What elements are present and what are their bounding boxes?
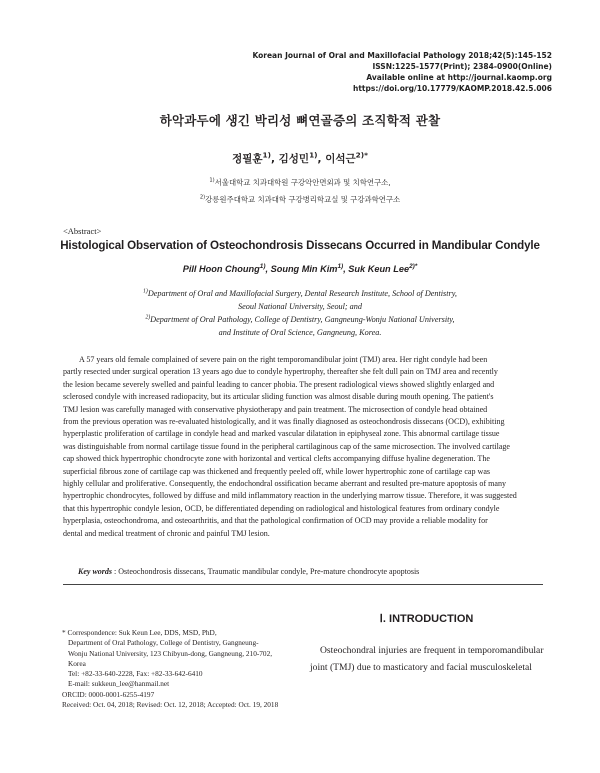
affiliation-text: 강릉원주대학교 치과대학 구강병리학교실 및 구강과학연구소	[205, 195, 401, 204]
abstract-line: sclerosed condyle with increased radiopacity, but its articular sliding function was almost disable during mouth opening. The patient's	[63, 392, 494, 402]
abstract-line: partly resected under surgical operation 13 years ago due to condyle hypertrophy, thereafter she felt dull pain on TMJ area and recently	[63, 367, 498, 377]
journal-doi[interactable]: https://doi.org/10.17779/KAOMP.2018.42.5.006	[353, 84, 552, 93]
affiliation-text: and Institute of Oral Science, Gangneung, Korea.	[218, 328, 382, 337]
author-3-affiliation-mark: 2)*	[355, 150, 368, 160]
abstract-line: TMJ lesion was carefully managed with conservative physiotherapy and pain treatment. The microsection of condyle head obtained	[63, 404, 488, 414]
abstract-line: A 57 years old female complained of severe pain on the right temporomandibular joint (TMJ) area. Her right condyle had been	[79, 355, 488, 364]
abstract-line: highly cellular and proliferative. Consequently, the endochondral ossification became aberrant and resulted pre-mature apoptosis of many	[63, 479, 507, 489]
author-2-affiliation-mark: 1)	[309, 150, 318, 160]
author-separator: ,	[317, 153, 326, 165]
affiliation-mark: 1)	[143, 288, 148, 295]
introduction-line: joint (TMJ) due to masticatory and facial musculoskeletal	[310, 662, 532, 673]
keywords-label: Key words	[78, 567, 112, 576]
english-affiliations	[0, 287, 600, 339]
abstract-label: <Abstract>	[63, 226, 102, 236]
journal-availability: Available online at http://journal.kaomp.org	[366, 73, 552, 82]
abstract-line: dental and medical treatment of chronic and painful TMJ lesion.	[63, 528, 270, 538]
section-divider	[63, 584, 543, 585]
abstract-line: cap showed thick hypertrophic chondrocyte zone with horizontal and vertical clefts accompanying diffuse hyaline degeneration. The	[63, 454, 490, 464]
abstract-line: hypertrophic chondrocytes, followed by diffuse and mild inflammatory reaction in the underlying marrow tissue. Therefore, it was suggested	[63, 491, 517, 501]
affiliation-text: Department of Oral and Maxillofacial Surgery, Dental Research Institute, School of Dentistry,	[147, 289, 457, 298]
correspondence-email[interactable]: E-mail: sukkeun_lee@hanmail.net	[68, 679, 170, 689]
author-1-affiliation-mark: 1)	[262, 150, 271, 160]
korean-affiliation-1	[0, 177, 600, 188]
received-dates: Received: Oct. 04, 2018; Revised: Oct. 12, 2018; Accepted: Oct. 19, 2018	[62, 700, 279, 710]
english-affiliation-line	[0, 313, 600, 326]
korean-author-1: 정필훈	[232, 153, 263, 165]
orcid: ORCID: 0000-0001-6255-4197	[62, 689, 155, 699]
english-author-3: Suk Keun Lee	[348, 264, 410, 274]
english-authors	[0, 264, 600, 274]
korean-author-3: 이석근	[325, 153, 356, 165]
korean-affiliation-2	[0, 194, 600, 205]
author-1-affiliation-mark: 1)	[259, 262, 266, 270]
english-affiliation-line	[0, 326, 600, 339]
affiliation-text: Seoul National University, Seoul; and	[238, 302, 362, 311]
keywords-text: Osteochondrosis dissecans, Traumatic mandibular condyle, Pre-mature chondrocyte apoptosis	[118, 567, 420, 576]
author-3-affiliation-mark: 2)*	[409, 262, 418, 270]
korean-author-2: 김성민	[278, 153, 310, 165]
abstract-line: the lesion became severely swelled and painful leading to cancer phobia. The present radiological views showed slightly enlarged and	[63, 379, 495, 389]
introduction-heading: Ⅰ. INTRODUCTION	[379, 613, 474, 625]
abstract-line: superficial fibrous zone of cartilage cap was thickened and frequently peeled off, while lower hypertrophic zone of cartilage cap was	[63, 466, 491, 476]
abstract-line: hyperplastic proliferation of cartilage in condyle head and marked vascular dilatation in epiphyseal zone. This abnormal cartilage tissue	[63, 429, 500, 439]
correspondence-line: Korea	[68, 658, 86, 668]
abstract-line: was distinguishable from normal cartilage tissue found in the peripheral cartilaginous cap of the same microsection. The involved cartilage	[63, 441, 510, 451]
correspondence-line: Tel: +82-33-640-2228, Fax: +82-33-642-6410	[68, 669, 203, 679]
affiliation-mark: 2)	[199, 194, 206, 201]
english-author-2: Soung Min Kim	[270, 264, 338, 274]
affiliation-text: Department of Oral Pathology, College of Dentistry, Gangneung-Wonju National University,	[150, 315, 455, 324]
english-affiliation-line	[0, 300, 600, 313]
journal-header	[192, 50, 552, 94]
affiliation-mark: 1)	[209, 177, 215, 184]
english-affiliation-line	[0, 287, 600, 300]
journal-issn: ISSN:1225-1577(Print); 2384-0900(Online)	[372, 62, 552, 71]
author-separator: ,	[270, 153, 279, 165]
korean-title: 하악과두에 생긴 박리성 뼈연골증의 조직학적 관찰	[159, 113, 441, 128]
english-title: Histological Observation of Osteochondrosis Dissecans Occurred in Mandibular Condyle	[60, 239, 540, 252]
author-separator: ,	[265, 264, 271, 274]
introduction-body	[310, 642, 543, 676]
correspondence-line: * Correspondence: Suk Keun Lee, DDS, MSD, PhD,	[62, 628, 217, 637]
affiliation-mark: 2)	[145, 314, 151, 321]
abstract-body	[63, 354, 543, 540]
abstract-line: from the previous operation was re-evaluated histologically, and it was finally diagnosed as osteochondrosis dissecans (OCD), exhibiting	[63, 417, 505, 427]
correspondence-box	[62, 628, 302, 710]
keywords-separator: :	[112, 567, 119, 576]
affiliation-text: 서울대학교 치과대학원 구강악안면외과 및 치학연구소,	[214, 178, 391, 187]
english-author-1: Pill Hoon Choung	[182, 264, 260, 274]
author-separator: ,	[343, 264, 349, 274]
journal-citation: Korean Journal of Oral and Maxillofacial Pathology 2018;42(5):145-152	[252, 51, 552, 60]
korean-authors	[0, 151, 600, 166]
abstract-line: hyperplasia, osteochondroma, and osteoarthritis, and that the pathological confirmation of OCD may provide a reliable modality for	[63, 516, 488, 526]
abstract-line: that this hypertrophic condyle lesion, OCD, be differentiated depending on radiological and histological features from ordinary condyle	[63, 503, 500, 513]
correspondence-line: Wonju National University, 123 Chibyun-dong, Gangneung, 210-702,	[68, 648, 273, 658]
correspondence-line: Department of Oral Pathology, College of Dentistry, Gangneung-	[68, 638, 259, 648]
author-2-affiliation-mark: 1)	[337, 262, 344, 270]
keywords	[78, 567, 419, 576]
introduction-line: Osteochondral injuries are frequent in temporomandibular	[320, 645, 544, 656]
